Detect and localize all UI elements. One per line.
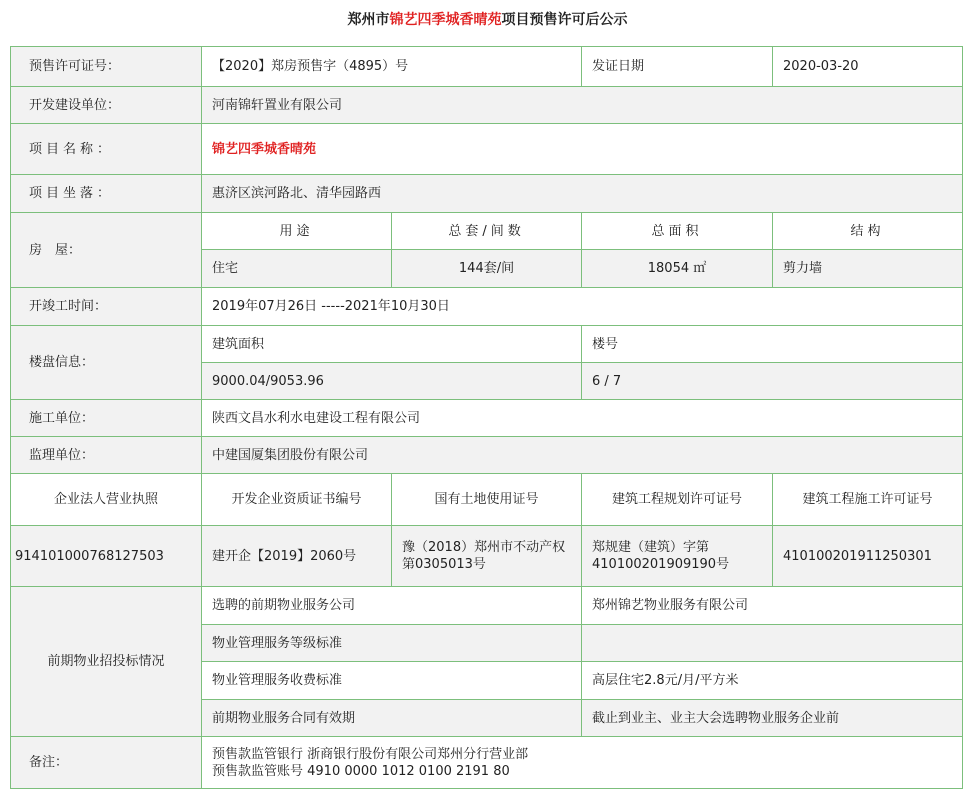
title-project-name: 锦艺四季城香晴苑 bbox=[389, 12, 502, 28]
project-label: 项目名称： bbox=[11, 124, 202, 175]
construction-permit-value: 410100201911250301 bbox=[773, 526, 963, 587]
remarks-label: 备注： bbox=[11, 737, 202, 789]
supervisor-row bbox=[11, 437, 963, 474]
housing-structure-header: 结构 bbox=[773, 213, 963, 250]
building-header-row bbox=[11, 326, 963, 363]
developer-value: 河南锦轩置业有限公司 bbox=[202, 87, 963, 124]
building-number-header: 楼号 bbox=[582, 326, 963, 363]
property-key: 物业管理服务等级标准 bbox=[202, 625, 582, 662]
housing-usage-value: 住宅 bbox=[202, 250, 392, 288]
housing-structure-value: 剪力墙 bbox=[773, 250, 963, 288]
supervisor-label: 监理单位： bbox=[11, 437, 202, 474]
remarks-value bbox=[202, 737, 963, 789]
property-key: 选聘的前期物业服务公司 bbox=[202, 587, 582, 625]
construction-time-value: 2019年07月26日 -----2021年10月30日 bbox=[202, 288, 963, 326]
housing-header-row bbox=[11, 213, 963, 250]
housing-label: 房 屋： bbox=[11, 213, 202, 288]
page-title bbox=[0, 0, 975, 40]
permit-row bbox=[11, 47, 963, 87]
construction-time-row bbox=[11, 288, 963, 326]
property-value bbox=[582, 625, 963, 662]
business-license-header: 企业法人营业执照 bbox=[11, 474, 202, 526]
construction-time-label: 开竣工时间： bbox=[11, 288, 202, 326]
contractor-row bbox=[11, 400, 963, 437]
qualification-cert-header: 开发企业资质证书编号 bbox=[202, 474, 392, 526]
planning-permit-value: 郑规建（建筑）字第410100201909190号 bbox=[582, 526, 773, 587]
land-use-cert-header: 国有土地使用证号 bbox=[392, 474, 582, 526]
title-prefix: 郑州市 bbox=[347, 12, 390, 28]
issue-date-label: 发证日期 bbox=[582, 47, 773, 87]
license-value-row bbox=[11, 526, 963, 587]
qualification-cert-value: 建开企【2019】2060号 bbox=[202, 526, 392, 587]
issue-date-value: 2020-03-20 bbox=[773, 47, 963, 87]
building-label: 楼盘信息： bbox=[11, 326, 202, 400]
property-key: 物业管理服务收费标准 bbox=[202, 662, 582, 700]
developer-label: 开发建设单位： bbox=[11, 87, 202, 124]
remarks-row bbox=[11, 737, 963, 789]
property-value: 高层住宅2.8元/月/平方米 bbox=[582, 662, 963, 700]
contractor-value: 陕西文昌水利水电建设工程有限公司 bbox=[202, 400, 963, 437]
permit-label: 预售许可证号： bbox=[11, 47, 202, 87]
permit-value: 【2020】郑房预售字（4895）号 bbox=[202, 47, 582, 87]
location-value: 惠济区滨河路北、清华园路西 bbox=[202, 175, 963, 213]
housing-area-header: 总面积 bbox=[582, 213, 773, 250]
business-license-value: 914101000768127503 bbox=[11, 526, 202, 587]
property-label: 前期物业招投标情况 bbox=[11, 587, 202, 737]
housing-usage-header: 用途 bbox=[202, 213, 392, 250]
building-number-value: 6 / 7 bbox=[582, 363, 963, 400]
supervisor-value: 中建国厦集团股份有限公司 bbox=[202, 437, 963, 474]
license-header-row bbox=[11, 474, 963, 526]
location-label: 项目坐落： bbox=[11, 175, 202, 213]
land-use-cert-value: 豫（2018）郑州市不动产权第0305013号 bbox=[392, 526, 582, 587]
location-row bbox=[11, 175, 963, 213]
property-value: 截止到业主、业主大会选聘物业服务企业前 bbox=[582, 700, 963, 737]
title-suffix: 项目预售许可后公示 bbox=[501, 12, 628, 28]
property-value: 郑州锦艺物业服务有限公司 bbox=[582, 587, 963, 625]
construction-permit-header: 建筑工程施工许可证号 bbox=[773, 474, 963, 526]
housing-area-value: 18054 ㎡ bbox=[582, 250, 773, 288]
project-row bbox=[11, 124, 963, 175]
property-key: 前期物业服务合同有效期 bbox=[202, 700, 582, 737]
housing-units-value: 144套/间 bbox=[392, 250, 582, 288]
remarks-bank: 预售款监管银行 浙商银行股份有限公司郑州分行营业部 bbox=[212, 746, 529, 762]
disclosure-table bbox=[10, 46, 963, 789]
remarks-account: 预售款监管账号 4910 0000 1012 0100 2191 80 bbox=[212, 763, 510, 779]
planning-permit-header: 建筑工程规划许可证号 bbox=[582, 474, 773, 526]
building-area-header: 建筑面积 bbox=[202, 326, 582, 363]
contractor-label: 施工单位： bbox=[11, 400, 202, 437]
project-value: 锦艺四季城香晴苑 bbox=[202, 124, 963, 175]
housing-units-header: 总套/间数 bbox=[392, 213, 582, 250]
building-area-value: 9000.04/9053.96 bbox=[202, 363, 582, 400]
developer-row bbox=[11, 87, 963, 124]
property-row bbox=[11, 587, 963, 625]
